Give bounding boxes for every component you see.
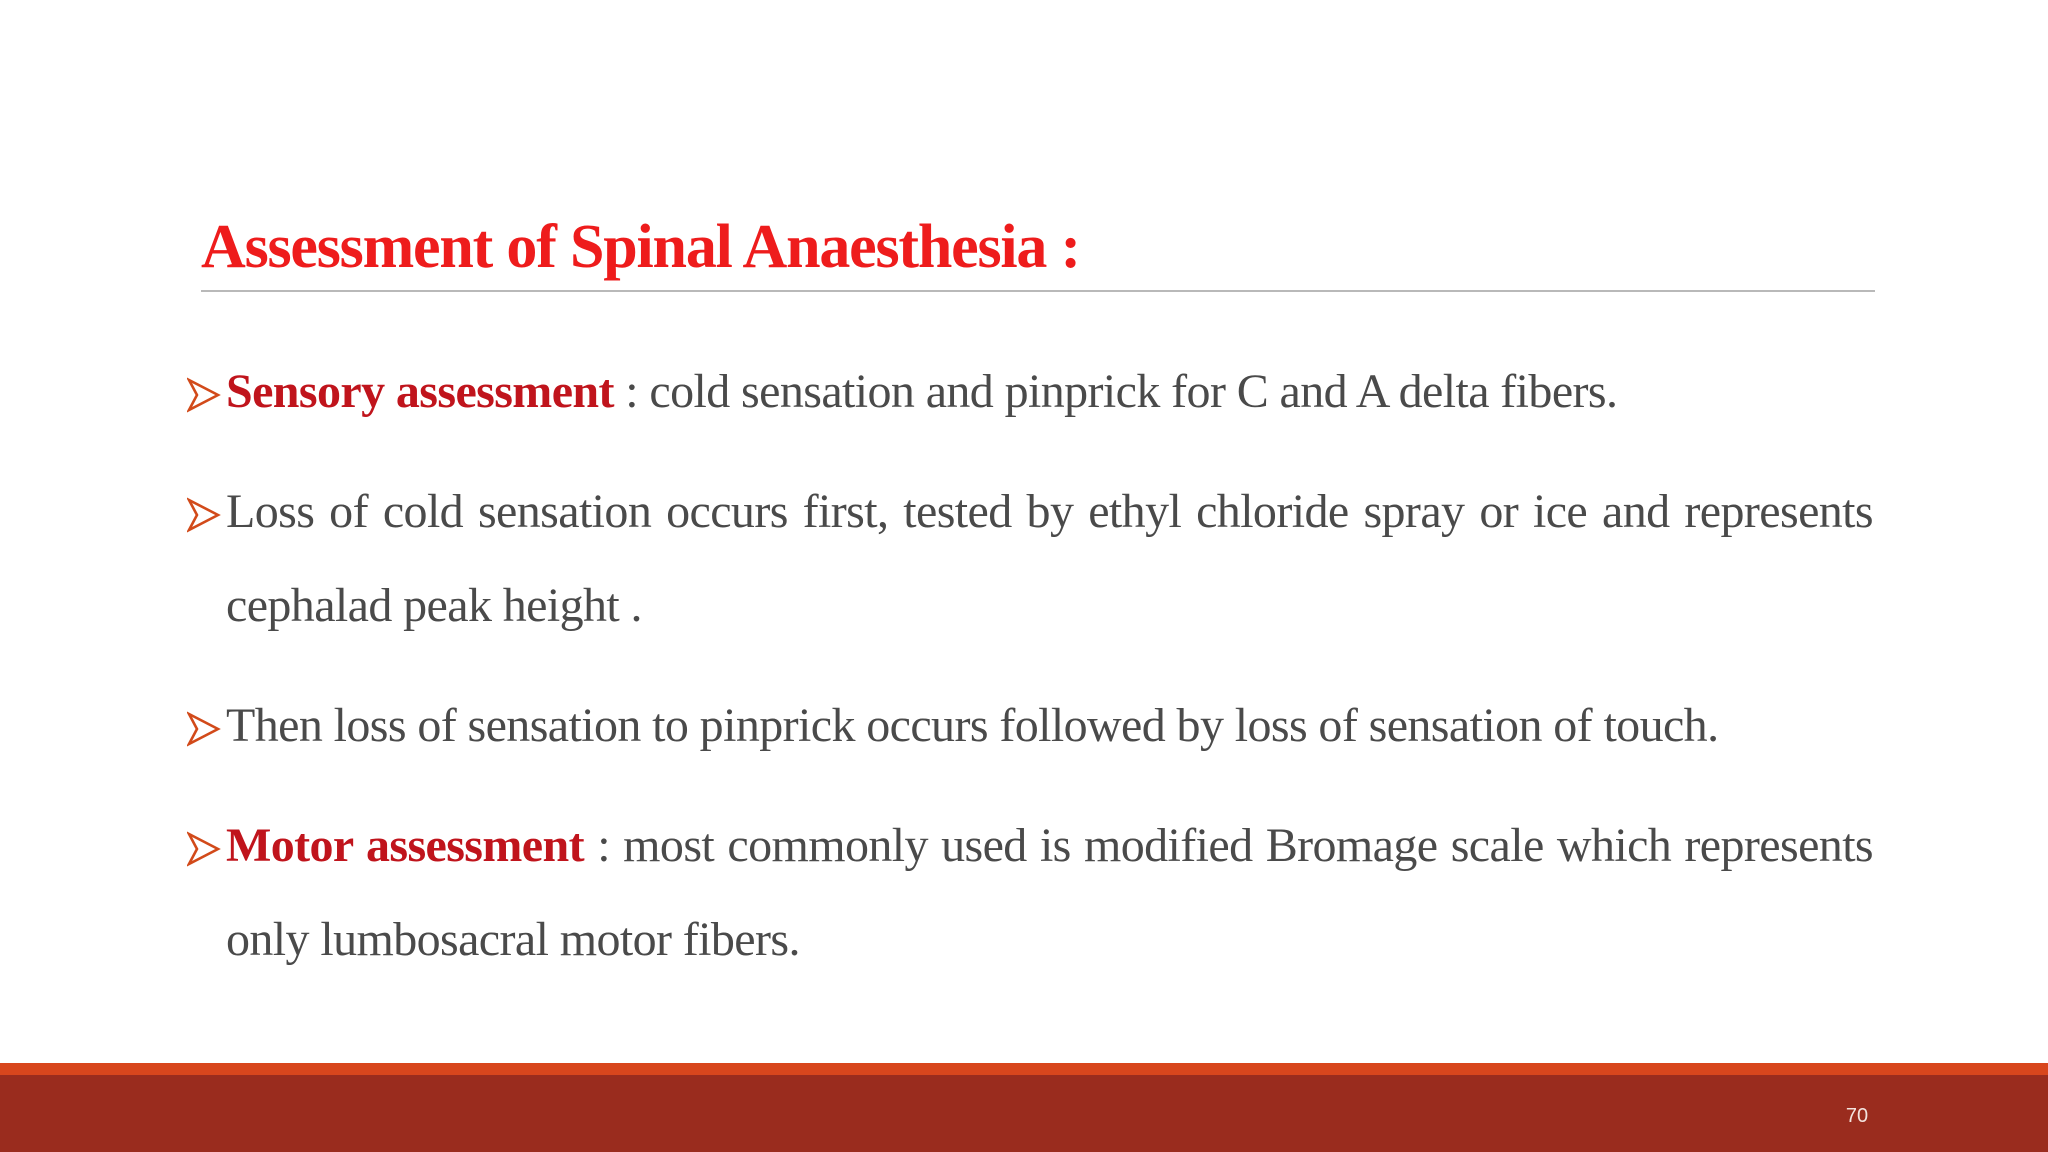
- bullet-text: Loss of cold sensation occurs first, tested by ethyl chloride spray or ice and represents cephalad peak height .: [226, 485, 1873, 632]
- bullet-text: : most commonly used is modified Bromage scale which represents only lumbosacral motor fibers.: [226, 819, 1874, 966]
- bullet-term: Motor assessment: [226, 819, 584, 872]
- slide-title: Assessment of Spinal Anaesthesia :: [201, 213, 1080, 281]
- footer-accent-stripe: [0, 1063, 2048, 1075]
- bullet-motor-assessment: [196, 799, 1873, 987]
- bullet-cold-sensation: [196, 465, 1873, 653]
- bullet-text: Then loss of sensation to pinprick occurs followed by loss of sensation of touch.: [226, 699, 1719, 752]
- arrowhead-bullet-icon: [187, 377, 221, 413]
- title-underline: [201, 290, 1875, 292]
- page-number: 70: [1845, 1105, 1869, 1127]
- bullet-pinprick: [196, 679, 1873, 773]
- arrowhead-bullet-icon: [187, 497, 221, 533]
- bullet-text: : cold sensation and pinprick for C and A delta fibers.: [613, 365, 1618, 418]
- arrowhead-bullet-icon: [187, 831, 221, 867]
- bullet-term: Sensory assessment: [226, 365, 614, 418]
- arrowhead-bullet-icon: [187, 711, 221, 747]
- bullet-sensory-assessment: [196, 345, 1873, 439]
- bullet-list: [196, 345, 1873, 987]
- footer-bar: [0, 1075, 2048, 1152]
